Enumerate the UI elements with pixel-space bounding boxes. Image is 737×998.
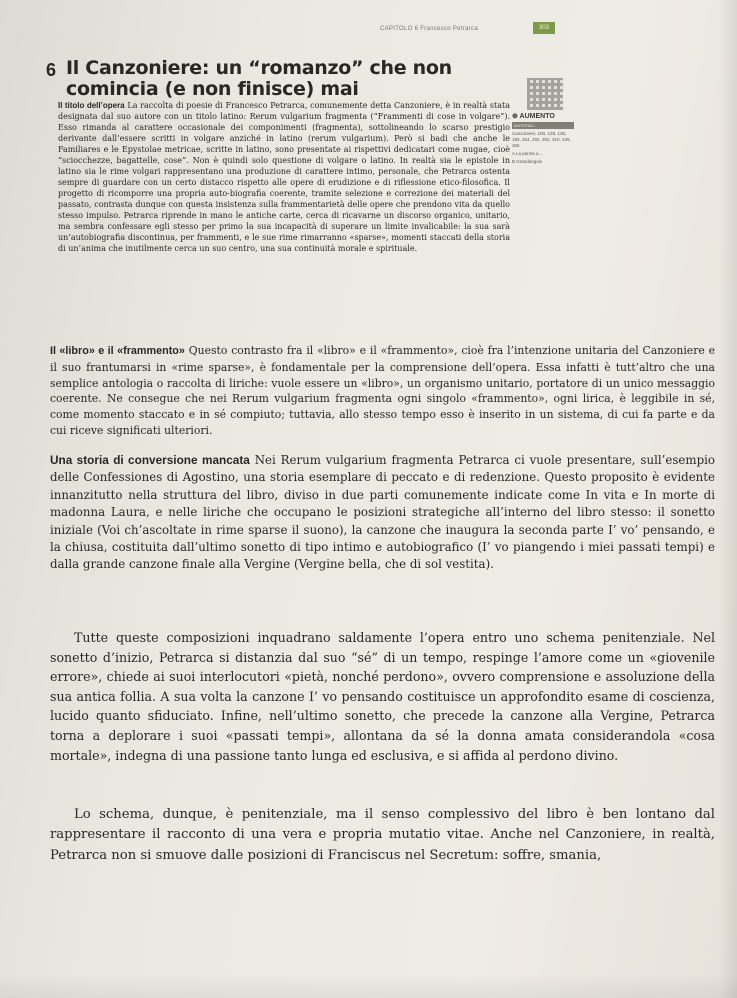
section-libro-text: Questo contrasto fra il «libro» e il «frammento», cioè fra l’intenzione unitaria del Canzoniere e il suo frantumarsi in «rime sparse», è fondamentale per la comprensione dell’opera. Essa infatti è tutt’altro che una semplice antologia o raccolta di liriche: vuole essere un «libro», un organismo unitario, portatore di un unico messaggio coerente. Ne consegue che nei Rerum vulgarium fragmenta ogni singolo «frammento», ogni lirica, è leggibile in sé, come momento staccato e in sé compiuto; tuttavia, allo stesso tempo esso è inserito in un sistema, di cui fa parte e da cui riceve significati ulteriori. (50, 344, 715, 437)
chapter-title: Il Canzoniere: un “romanzo” che non comincia (e non finisce) mai (66, 57, 452, 100)
sidebar-refs: Canzoniere, 100, 128, 136, 189, 264, 292, 302, 310, 349, 366 (512, 131, 571, 148)
section-libro (50, 343, 715, 439)
intro-paragraph (58, 100, 510, 254)
sidebar-label: ⊕ AUMENTO (512, 113, 555, 120)
paragraph-finale-text: Lo schema, dunque, è penitenziale, ma il senso complessivo del libro è ben lontano dal rappresentare il racconto di una vera e propria mutatio vitae. Anche nel Canzoniere, in realtà, Petrarca non si smuove dalle posizioni di Franciscus nel Secretum: soffre, smania, (50, 807, 715, 863)
sidebar-resources (512, 112, 574, 165)
chapter-number: 6 (46, 60, 57, 80)
sidebar-item-b: B Grandangolo (512, 159, 543, 164)
qr-code-icon (527, 78, 563, 110)
bottom-shadow (0, 974, 737, 998)
sidebar-item-a: A La parola a... (512, 151, 543, 156)
page-number: 303 (533, 22, 555, 34)
intro-text: La raccolta di poesie di Francesco Petrarca, comunemente detta Canzoniere, è in realtà stata designata dal suo autore con un titolo latino: Rerum vulgarium fragmenta (“Frammenti di cose in volgare”). Esso rimanda al carattere occasionale dei componimenti (fragmenta), sottolineando lo scarso prestigio derivante dall’essere scritti in volgare anziché in latino (rerum vulgarium). Però si badi che anche le Familiares e le Epystolae metricae, scritte in latino, sono presentate ai rispettivi dedicatari come nugae, cioè “sciocchezze, bagattelle, cose”. Non è quindi solo questione di volgare o latino. In realtà sia le epistole in latino sia le rime volgari rappresentano una produzione di carattere intimo, personale, che Petrarca ostenta sempre di guardare con un certo distacco rispetto alle opere di erudizione e di riflessione etico-filosofica. Il progetto di ricomporre una propria auto-biografia coerente, tramite selezione e correzione dei materiali del passato, contrasta dunque con questa insistenza sulla frammentarietà delle opere che prendono vita da quello stesso impulso. Petrarca riprende in mano le antiche carte, cerca di ricavarne un discorso organico, unitario, ma sembra confessare egli stesso per primo la sua incapacità di superare un limite invalicabile: la sua sarà un’autobiografia discontinua, per frammenti, e le sue rime rimarranno «sparse», momenti staccati della storia di un’anima che inutilmente cerca un suo centro, una sua continuità morale e spirituale. (58, 101, 510, 253)
paragraph-schema-text: Tutte queste composizioni inquadrano saldamente l’opera entro uno schema penitenziale. Nel sonetto d’inizio, Petrarca si distanzia dal suo “sé” di un tempo, respinge l’amore come un «giovenile errore», chiede ai suoi interlocutori «pietà, nonché perdono», ovvero comprensione e assoluzione della sua antica follia. A sua volta la canzone I’ vo pensando costituisce un approfondito esame di coscienza, lucido quanto sfiduciato. Infine, nell’ultimo sonetto, che precede la canzone alla Vergine, Petrarca torna a deplorare i suoi «passati tempi», allontana da sé la donna amata considerandola «cosa mortale», indegna di una passione tanto lunga ed esclusiva, e si affida al perdono divino. (50, 630, 715, 763)
section-storia-text: Nei Rerum vulgarium fragmenta Petrarca ci vuole presentare, sull’esempio delle Confessiones di Agostino, una storia esemplare di peccato e di redenzione. Questo proposito è evidente innanzitutto nella struttura del libro, diviso in due parti comunemente indicate come In vita e In morte di madonna Laura, e nelle liriche che occupano le posizioni strategiche all’interno del libro stesso: il sonetto iniziale (Voi ch’ascoltate in rime sparse il suono), la canzone che inaugura la seconda parte I’ vo’ pensando, e la chiusa, costituita dall’ultimo sonetto di tipo intimo e autobiografico (I’ vo piangendo i miei passati tempi) e dalla grande canzone finale alla Vergine (Vergine bella, che di sol vestita). (50, 453, 715, 572)
page-edge-shadow (719, 0, 737, 998)
running-head: CAPITOLO 6 Francesco Petrarca (380, 26, 478, 32)
sidebar-sub: MATERIALI (512, 122, 574, 129)
section-storia (50, 452, 715, 574)
section-storia-heading: Una storia di conversione mancata (50, 453, 250, 467)
paragraph-schema (50, 628, 715, 765)
paragraph-finale (50, 805, 715, 866)
intro-heading: Il titolo dell’opera (58, 101, 125, 110)
section-libro-heading: Il «libro» e il «frammento» (50, 345, 185, 357)
